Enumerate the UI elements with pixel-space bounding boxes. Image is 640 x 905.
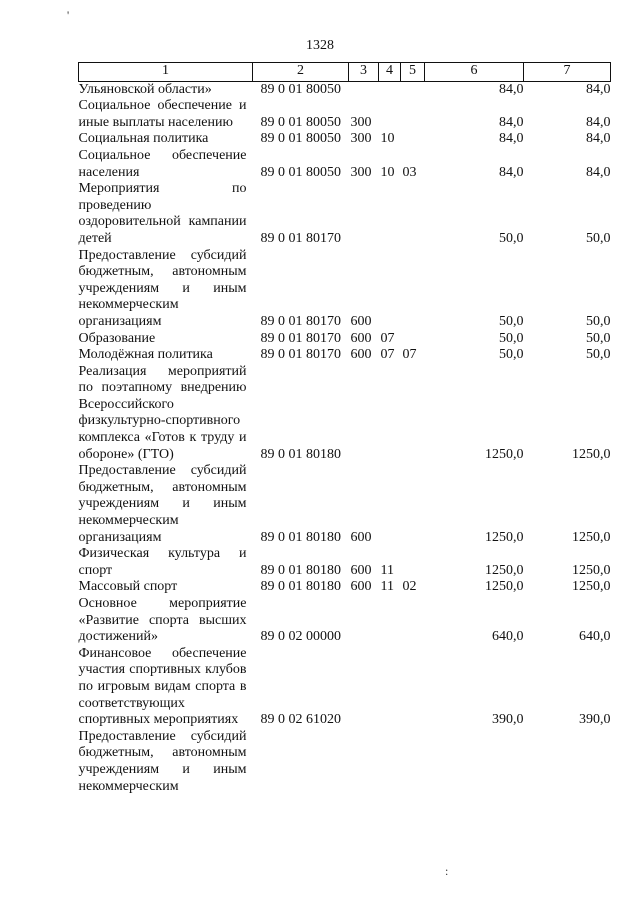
header-col-1: 1: [79, 63, 253, 82]
row-value-6: 84,0: [499, 81, 524, 97]
row-value-7: 50,0: [586, 330, 611, 346]
row-value-7: 50,0: [586, 347, 611, 363]
row-code: 89 0 01 80170: [260, 347, 341, 363]
row-name: Предоставление субсидий бюджетным, автономным учреждениям и иным некоммерческим организациям: [78, 247, 247, 329]
row-code: 89 0 02 61020: [260, 712, 341, 728]
row-value-7: 1250,0: [572, 562, 611, 578]
row-code: 89 0 02 00000: [260, 629, 341, 645]
row-name: Мероприятия по проведению оздоровительной кампании детей: [78, 181, 247, 246]
table-body: [79, 81, 611, 795]
row-col-5: [401, 729, 425, 795]
row-code: 89 0 01 80170: [260, 313, 341, 329]
row-col-4: 11: [380, 579, 394, 595]
table-row: [79, 596, 611, 646]
row-value-6: 1250,0: [485, 562, 524, 578]
row-value-7: 1250,0: [572, 579, 611, 595]
table-row: [79, 331, 611, 348]
row-name: Предоставление субсидий бюджетным, автономным учреждениям и иным некоммерческим: [78, 728, 247, 794]
table-row: [79, 646, 611, 729]
header-col-2: 2: [253, 63, 349, 82]
row-col-5: 02: [402, 579, 417, 595]
row-col-3: [349, 596, 379, 646]
row-name: Молодёжная политика: [78, 347, 213, 363]
row-col-5: [401, 331, 425, 348]
row-value-6: 50,0: [499, 347, 524, 363]
row-value-7: 640,0: [579, 629, 611, 645]
row-code: 89 0 01 80180: [260, 446, 341, 462]
row-name: Ульяновской области»: [78, 81, 212, 97]
table-row: [79, 364, 611, 464]
row-code: 89 0 01 80050: [260, 81, 341, 97]
table-row: [79, 347, 611, 364]
row-col-4: 11: [380, 562, 394, 578]
row-name: Финансовое обеспечение участия спортивных клубов по игровым видам спорта в соответствующих спортивных мероприятиях: [78, 645, 247, 728]
row-code: 89 0 01 80050: [260, 114, 341, 130]
row-col-4: [379, 646, 401, 729]
row-col-3: 300: [350, 164, 372, 180]
row-value-7: 84,0: [586, 114, 611, 130]
table-row: [79, 463, 611, 546]
row-col-4: [379, 596, 401, 646]
row-col-5: [401, 248, 425, 331]
row-value-7: [524, 729, 611, 795]
page-number: 1328: [306, 38, 334, 53]
row-name: Массовый спорт: [78, 579, 178, 595]
row-col-4: 10: [380, 131, 395, 147]
row-code: 89 0 01 80180: [260, 562, 341, 578]
row-col-3: [349, 81, 379, 98]
header-col-3: 3: [349, 63, 379, 82]
row-value-7: 1250,0: [572, 446, 611, 462]
row-col-5: [401, 646, 425, 729]
row-value-7: 50,0: [586, 230, 611, 246]
row-value-6: 84,0: [499, 164, 524, 180]
row-value-6: 84,0: [499, 114, 524, 130]
row-value-7: 390,0: [579, 712, 611, 728]
row-name: Социальное обеспечение населения: [78, 147, 247, 180]
table-row: [79, 546, 611, 579]
table-row: [79, 579, 611, 596]
row-col-5: [401, 81, 425, 98]
row-value-7: 84,0: [586, 131, 611, 147]
row-col-4: [379, 463, 401, 546]
row-col-5: [401, 463, 425, 546]
row-name: Образование: [78, 330, 156, 346]
table-row: [79, 248, 611, 331]
row-code: 89 0 01 80050: [260, 164, 341, 180]
row-value-6: 1250,0: [485, 579, 524, 595]
row-col-3: [349, 364, 379, 464]
table-row: [79, 729, 611, 795]
row-col-4: 10: [380, 164, 395, 180]
row-value-6: 50,0: [499, 330, 524, 346]
row-code: 89 0 01 80180: [260, 579, 341, 595]
table-row: [79, 98, 611, 131]
row-col-4: [379, 364, 401, 464]
row-col-4: [379, 81, 401, 98]
table-row: [79, 131, 611, 148]
row-code: [253, 729, 349, 795]
row-col-5: [401, 131, 425, 148]
row-col-3: 600: [350, 347, 372, 363]
row-name: Основное мероприятие «Развитие спорта высших достижений»: [78, 596, 247, 645]
row-value-6: 50,0: [499, 230, 524, 246]
table-row: [79, 81, 611, 98]
row-value-6: [425, 729, 524, 795]
row-col-4: [379, 181, 401, 247]
row-code: 89 0 01 80170: [260, 330, 341, 346]
row-name: Социальная политика: [78, 131, 209, 147]
row-col-4: 07: [380, 347, 395, 363]
row-value-7: 1250,0: [572, 529, 611, 545]
row-value-6: 1250,0: [485, 446, 524, 462]
row-col-4: 07: [380, 330, 395, 346]
row-col-3: 600: [350, 579, 372, 595]
row-col-5: 03: [402, 164, 417, 180]
row-col-5: 07: [402, 347, 417, 363]
table-row: [79, 181, 611, 247]
row-col-3: 300: [350, 114, 372, 130]
row-value-6: 1250,0: [485, 529, 524, 545]
row-value-6: 50,0: [499, 313, 524, 329]
row-value-7: 50,0: [586, 313, 611, 329]
header-col-5: 5: [401, 63, 425, 82]
row-name: Социальное обеспечение и иные выплаты населению: [78, 98, 247, 130]
row-col-3: 300: [350, 131, 372, 147]
row-value-6: 390,0: [492, 712, 524, 728]
row-col-3: [349, 181, 379, 247]
row-col-4: [379, 729, 401, 795]
row-col-5: [401, 546, 425, 579]
row-col-5: [401, 98, 425, 131]
budget-table: [78, 62, 611, 795]
row-value-7: 84,0: [586, 81, 611, 97]
row-code: 89 0 01 80050: [260, 131, 341, 147]
row-code: 89 0 01 80170: [260, 230, 341, 246]
scan-mark: :: [445, 864, 449, 878]
row-name: Реализация мероприятий по поэтапному внедрению Всероссийского физкультурно-спортивного комплекса «Готов к труду и обороне» (ГТО): [78, 363, 247, 462]
row-col-5: [401, 596, 425, 646]
row-col-3: [349, 729, 379, 795]
row-col-3: [349, 646, 379, 729]
row-col-4: [379, 98, 401, 131]
row-value-7: 84,0: [586, 164, 611, 180]
row-col-4: [379, 248, 401, 331]
row-col-3: 600: [350, 529, 372, 545]
row-col-3: 600: [350, 330, 372, 346]
row-value-6: 640,0: [492, 629, 524, 645]
header-col-6: 6: [425, 63, 524, 82]
header-col-4: 4: [379, 63, 401, 82]
table-row: [79, 148, 611, 181]
row-name: Предоставление субсидий бюджетным, автономным учреждениям и иным некоммерческим организациям: [78, 463, 247, 545]
row-col-3: 600: [350, 562, 372, 578]
header-col-7: 7: [524, 63, 611, 82]
row-col-5: [401, 364, 425, 464]
scan-mark: ': [67, 8, 70, 22]
row-code: 89 0 01 80180: [260, 529, 341, 545]
row-value-6: 84,0: [499, 131, 524, 147]
table-header: [79, 63, 611, 82]
row-col-3: 600: [350, 313, 372, 329]
row-col-5: [401, 181, 425, 247]
row-name: Физическая культура и спорт: [78, 546, 247, 578]
